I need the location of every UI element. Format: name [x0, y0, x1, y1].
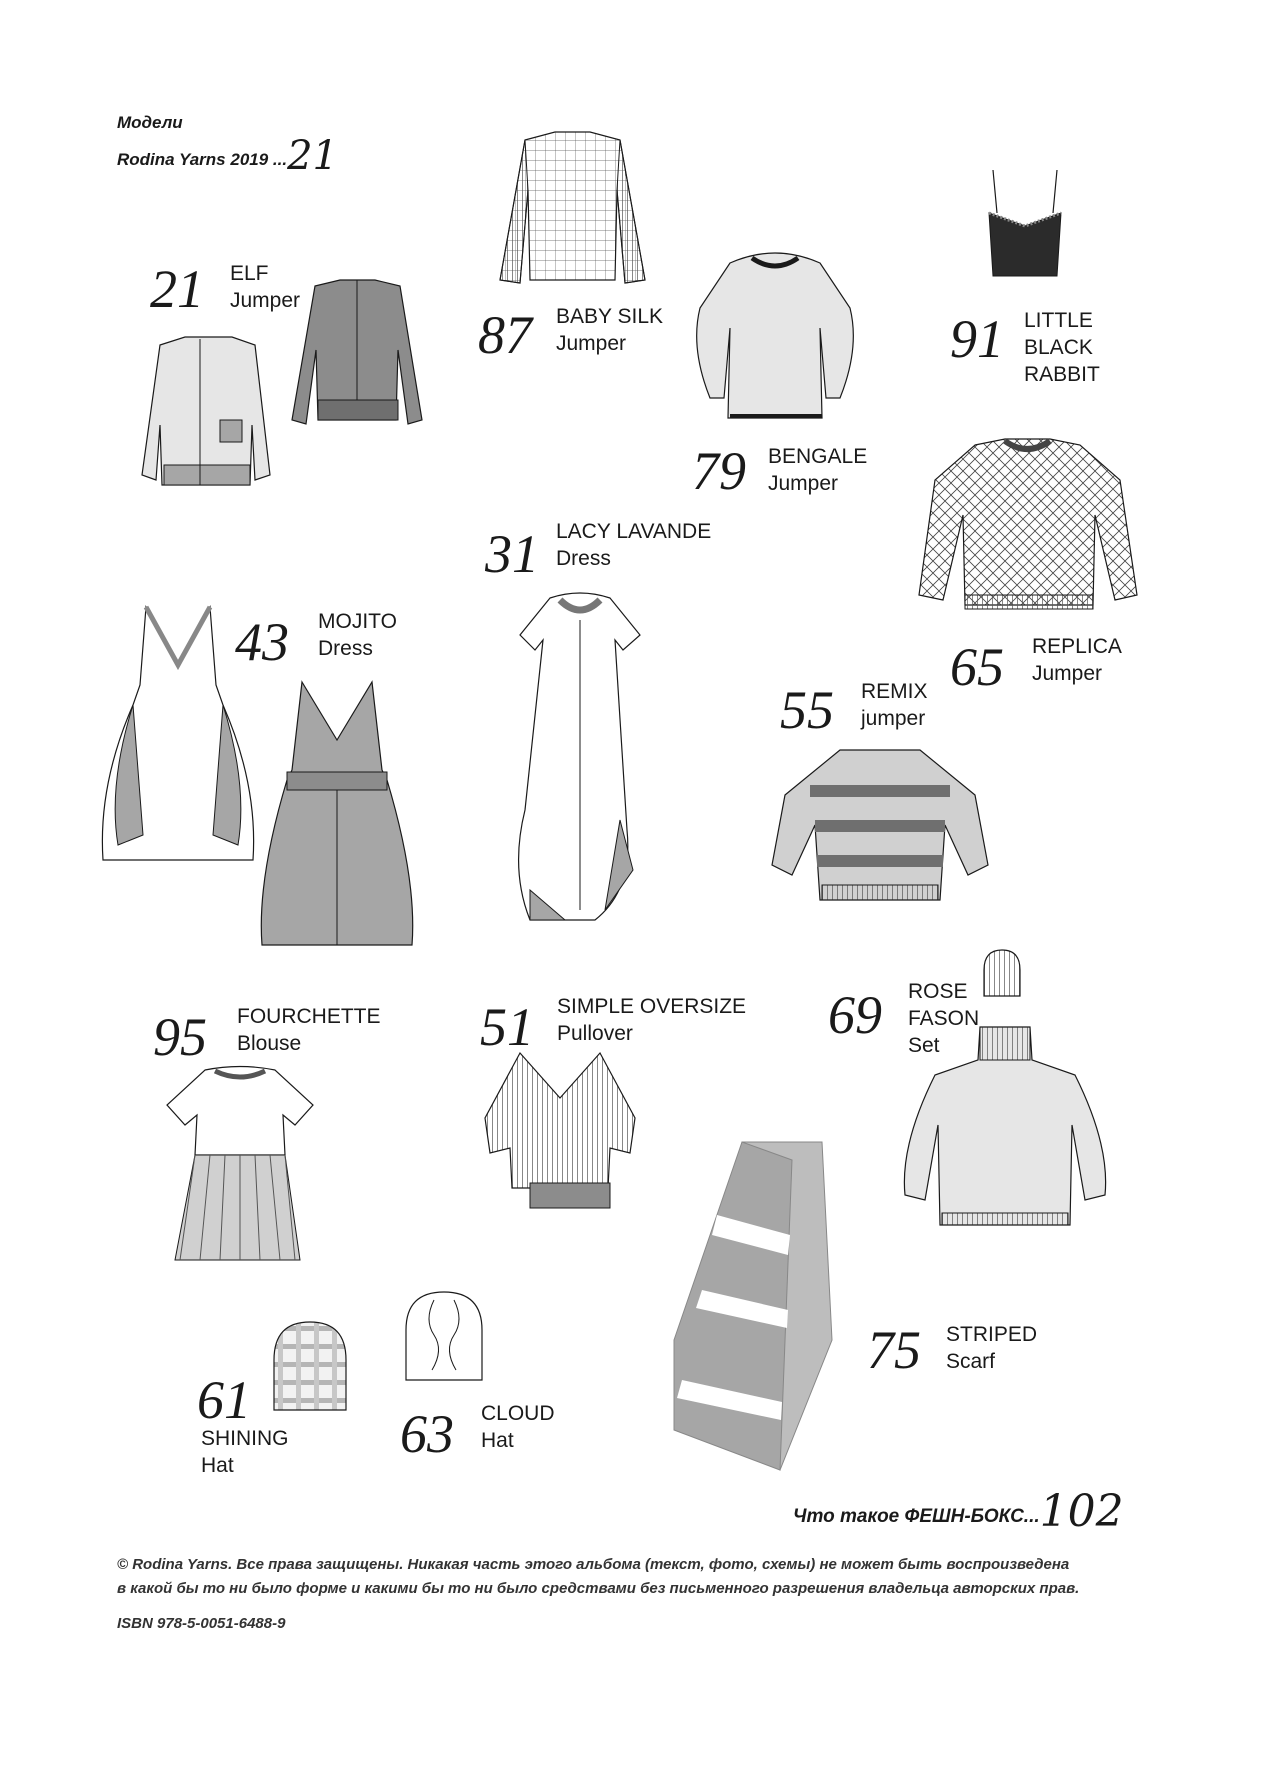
- model-page-number[interactable]: 91: [950, 309, 1004, 369]
- cardigan-icon: [140, 335, 275, 495]
- model-page-number[interactable]: 55: [780, 680, 834, 740]
- turtleneck-icon: [900, 1025, 1110, 1230]
- heading-line-1: Модели: [117, 113, 183, 132]
- cardigan-back-icon: [290, 280, 425, 430]
- model-page-number[interactable]: 75: [867, 1320, 921, 1380]
- scarf-icon: [672, 1140, 862, 1475]
- model-label[interactable]: FOURCHETTE Blouse: [237, 1005, 381, 1055]
- long-dress-icon: [515, 590, 645, 930]
- model-page-number[interactable]: 95: [153, 1007, 207, 1067]
- model-page-number[interactable]: 43: [235, 612, 289, 672]
- model-page-number[interactable]: 69: [828, 985, 882, 1045]
- grid-sweater-icon: [495, 130, 650, 290]
- model-label[interactable]: BENGALE Jumper: [768, 445, 868, 495]
- plaid-hat-icon: [272, 1320, 348, 1412]
- striped-sweater-icon: [770, 745, 990, 910]
- model-label[interactable]: CLOUD Hat: [481, 1402, 555, 1452]
- model-page-number[interactable]: 61: [197, 1370, 251, 1430]
- heading-line-2[interactable]: Rodina Yarns 2019 ...21: [117, 133, 338, 179]
- v-neck-pullover-icon: [480, 1048, 640, 1213]
- model-page-number[interactable]: 21: [150, 259, 204, 319]
- model-page-number[interactable]: 63: [400, 1404, 454, 1464]
- contents-heading: [117, 108, 338, 179]
- ribbed-hat-icon: [982, 948, 1022, 998]
- model-label[interactable]: BABY SILK Jumper: [556, 305, 664, 355]
- model-page-number[interactable]: 87: [478, 305, 532, 365]
- model-label[interactable]: ROSE FASON Set: [908, 980, 980, 1057]
- model-label[interactable]: LACY LAVANDE Dress: [556, 520, 712, 570]
- model-page-number[interactable]: 65: [950, 637, 1004, 697]
- model-label[interactable]: MOJITO Dress: [318, 610, 397, 660]
- model-label[interactable]: SHINING Hat: [201, 1427, 289, 1477]
- model-label[interactable]: REMIX jumper: [861, 680, 928, 730]
- model-label[interactable]: ELF Jumper: [230, 262, 301, 312]
- model-page-number[interactable]: 31: [485, 524, 539, 584]
- camisole-icon: [975, 168, 1075, 283]
- isbn: ISBN 978-5-0051-6488-9: [117, 1615, 286, 1632]
- fashion-box-link[interactable]: Что такое ФЕШН-БОКС...102: [793, 1486, 1124, 1537]
- cable-hat-icon: [404, 1290, 484, 1382]
- v-neck-dress-icon: [98, 605, 258, 865]
- heading-page-number: 21: [287, 133, 338, 179]
- model-page-number[interactable]: 79: [692, 441, 746, 501]
- oversize-sweater-icon: [690, 248, 860, 428]
- copyright-notice: © Rodina Yarns. Все права защищены. Никакая часть этого альбома (текст, фото, схемы) не может быть воспроизведена в какой бы то ни было форме и какими бы то ни было средствами без письменного разрешения владельца авторских прав.: [117, 1556, 1080, 1597]
- model-label[interactable]: LITTLE BLACK RABBIT: [1024, 309, 1100, 386]
- model-label[interactable]: SIMPLE OVERSIZE Pullover: [557, 995, 747, 1045]
- pleated-blouse-icon: [165, 1065, 315, 1265]
- v-neck-dress-back-icon: [257, 680, 417, 950]
- model-page-number[interactable]: 51: [480, 997, 534, 1057]
- diamond-sweater-icon: [915, 435, 1140, 620]
- fashion-box-page-number: 102: [1039, 1486, 1124, 1537]
- model-label[interactable]: STRIPED Scarf: [946, 1323, 1038, 1373]
- model-label[interactable]: REPLICA Jumper: [1032, 635, 1122, 685]
